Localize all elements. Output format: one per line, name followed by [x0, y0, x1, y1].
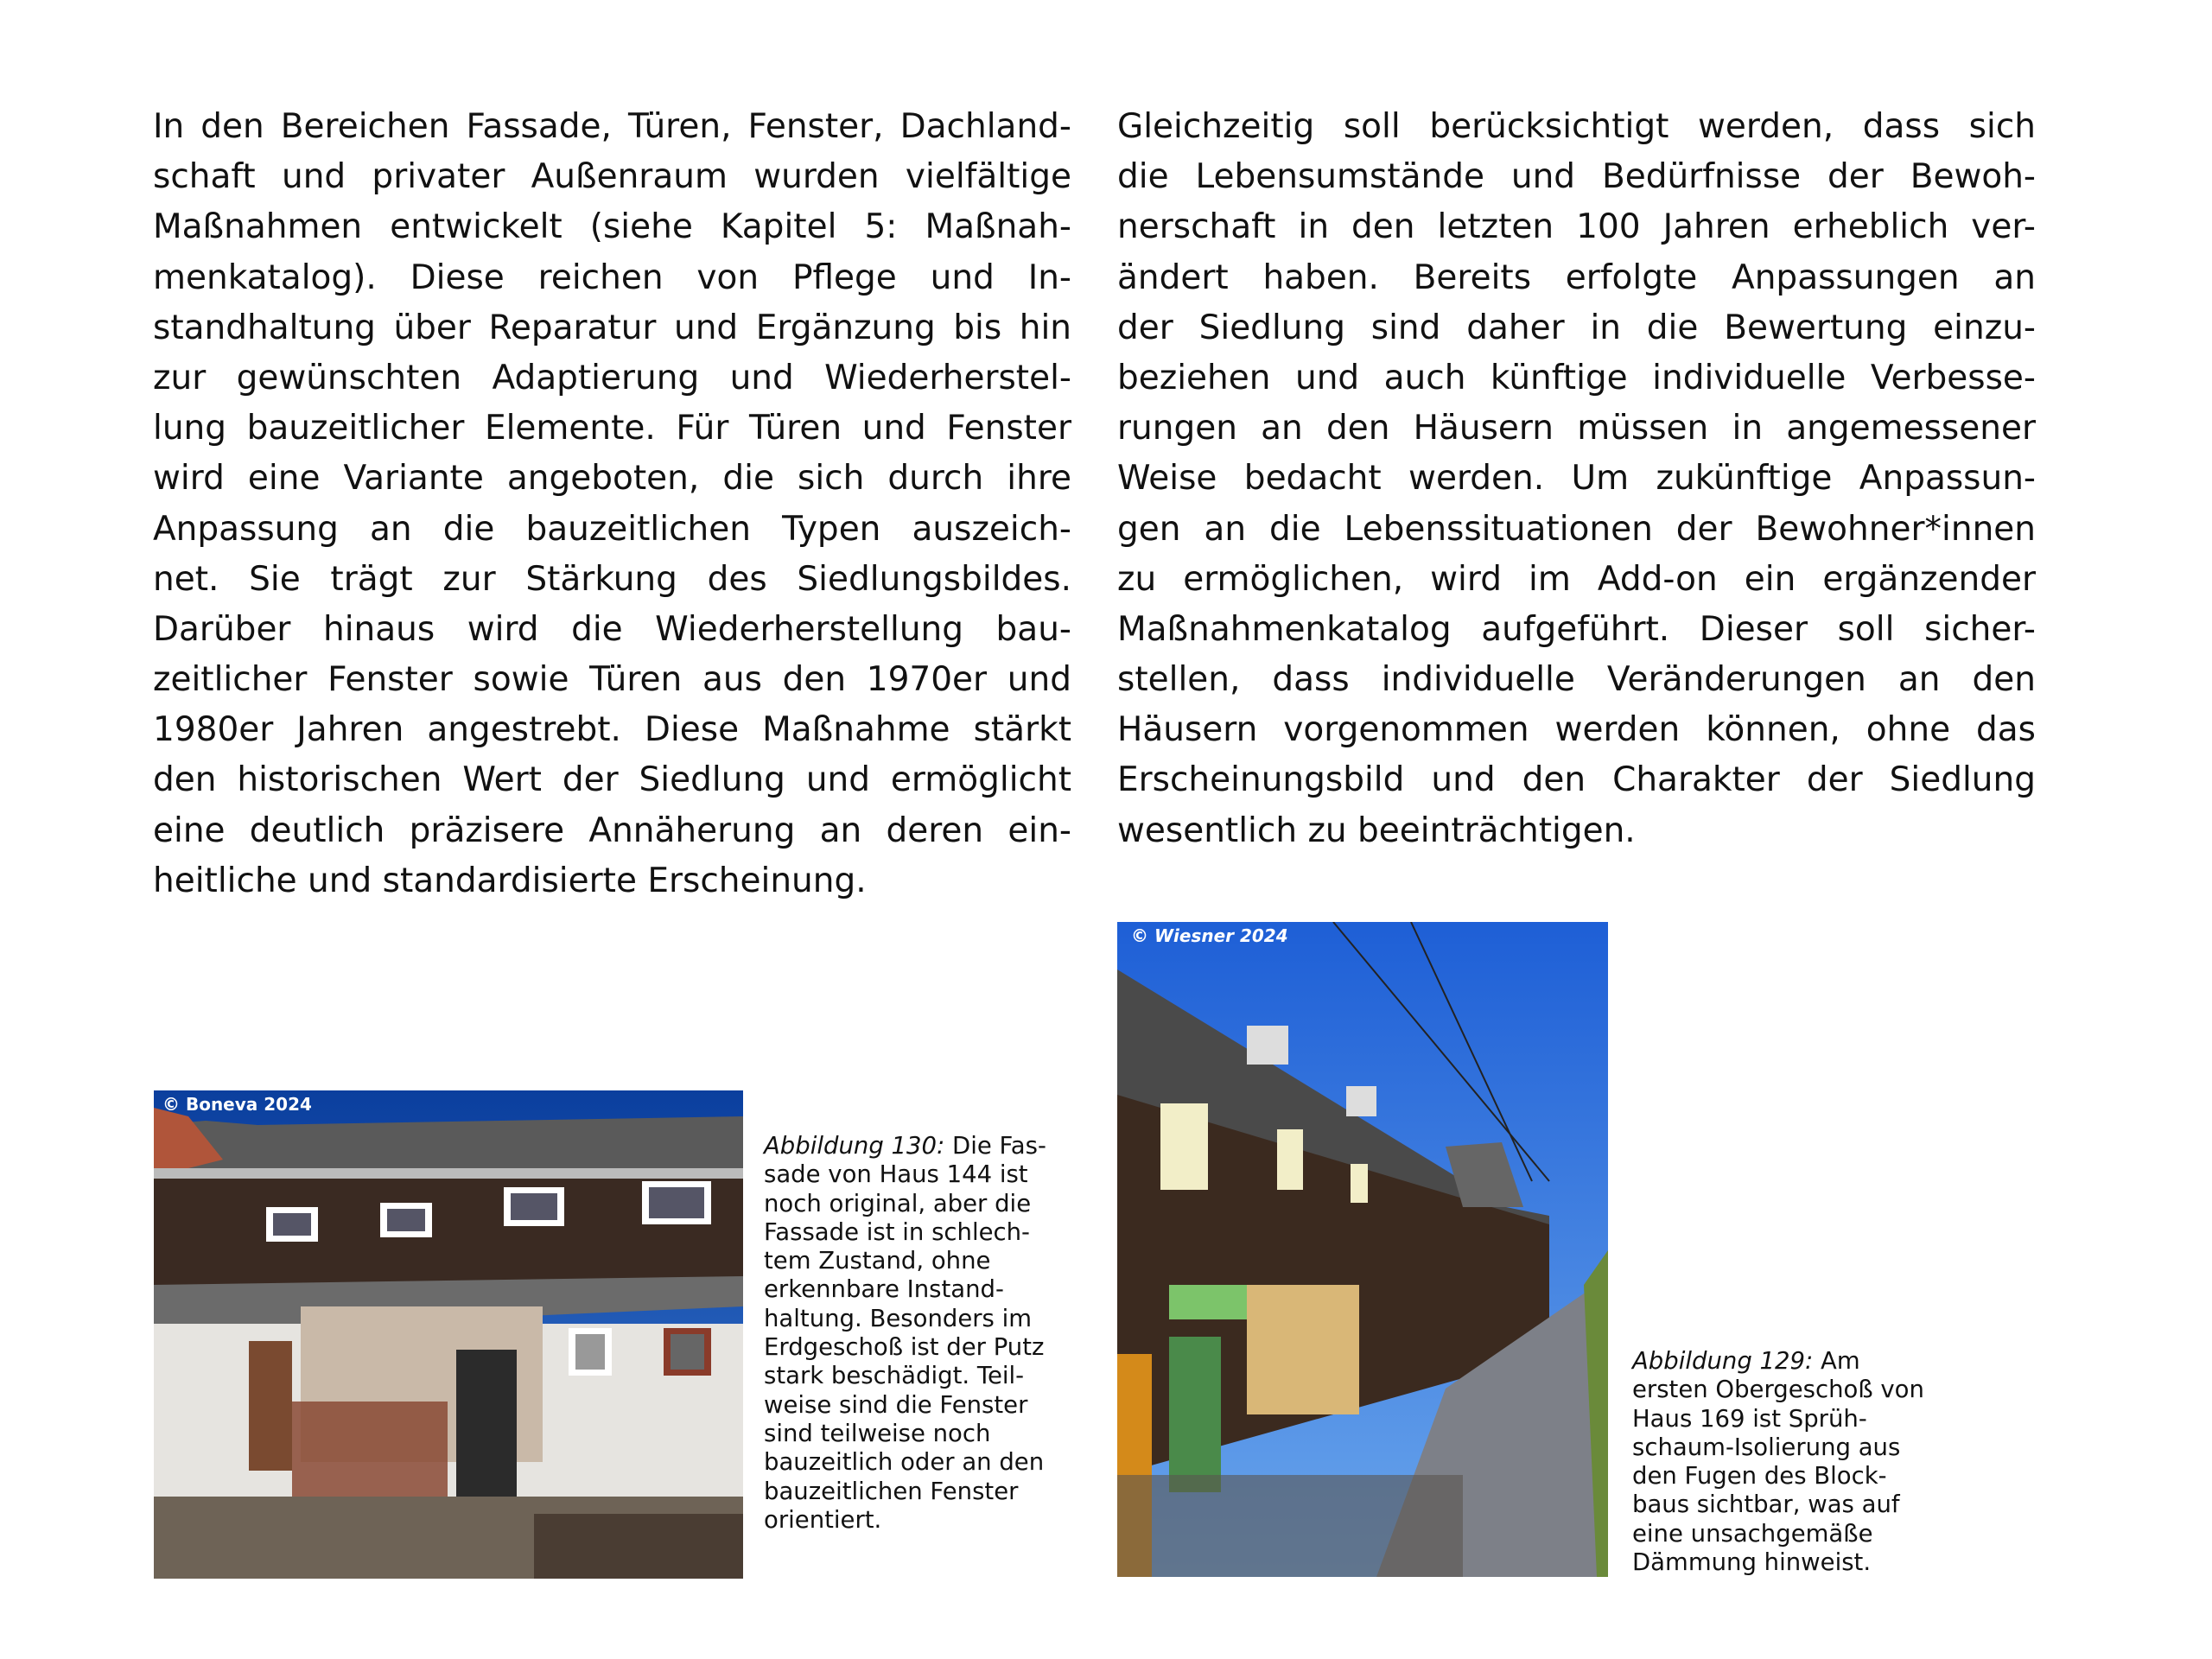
text-line: Darüber hinaus wird die Wiederherstellung bau-: [153, 609, 1071, 649]
caption-line: tem Zustand, ohne: [764, 1247, 991, 1275]
caption-line: sind teilweise noch: [764, 1419, 991, 1447]
text-line: zeitlicher Fenster sowie Türen aus den 1970er und: [153, 660, 1071, 700]
text-line: Maßnahmenkatalog aufgeführt. Dieser soll sicher-: [1117, 609, 2036, 649]
text-line: beziehen und auch künftige individuelle Verbesse-: [1117, 358, 2036, 397]
text-line: 1980er Jahren angestrebt. Diese Maßnahme stärkt: [153, 710, 1071, 750]
caption-line: stark beschädigt. Teil-: [764, 1362, 1025, 1390]
caption-line: [764, 1132, 1046, 1160]
caption-line: bauzeitlichen Fenster: [764, 1477, 1019, 1505]
photo-credit: © Boneva 2024: [162, 1094, 312, 1115]
text-line: Erscheinungsbild und den Charakter der Siedlung: [1117, 760, 2036, 800]
caption-line: Fassade ist in schlech-: [764, 1217, 1030, 1246]
text-line: eine deutlich präzisere Annäherung an deren ein-: [153, 810, 1071, 850]
figure-label: Abbildung 130:: [764, 1132, 945, 1160]
caption-line: erkennbare Instand-: [764, 1275, 1004, 1304]
caption-line: Haus 169 ist Sprüh-: [1632, 1404, 1867, 1433]
caption-line: Dämmung hinweist.: [1632, 1548, 1872, 1577]
caption-line: Erdgeschoß ist der Putz: [764, 1333, 1045, 1362]
caption-text: Die Fas-: [944, 1132, 1046, 1160]
text-line: heitliche und standardisierte Erscheinung.: [153, 861, 867, 900]
caption-line: weise sind die Fenster: [764, 1390, 1028, 1419]
body-text-right-column: [1117, 102, 2036, 856]
text-line: nerschaft in den letzten 100 Jahren erheblich ver-: [1117, 207, 2036, 247]
caption-line: den Fugen des Block-: [1632, 1462, 1887, 1491]
caption-line: orientiert.: [764, 1505, 882, 1534]
photo-credit: © Wiesner 2024: [1131, 925, 1288, 946]
figure-label: Abbildung 129:: [1632, 1347, 1814, 1375]
text-line: Maßnahmen entwickelt (siehe Kapitel 5: Maßnah-: [153, 207, 1071, 247]
caption-line: eine unsachgemäße: [1632, 1519, 1873, 1548]
text-line: Häusern vorgenommen werden können, ohne das: [1117, 710, 2036, 750]
text-line: lung bauzeitlicher Elemente. Für Türen und Fenster: [153, 409, 1071, 448]
caption-text: Am: [1813, 1347, 1860, 1375]
text-line: standhaltung über Reparatur und Ergänzung bis hin: [153, 308, 1071, 347]
text-line: wird eine Variante angeboten, die sich durch ihre: [153, 459, 1071, 499]
text-line: stellen, dass individuelle Veränderungen an den: [1117, 660, 2036, 700]
text-line: ändert haben. Bereits erfolgte Anpassungen an: [1117, 257, 2036, 297]
caption-line: ersten Obergeschoß von: [1632, 1376, 1924, 1404]
text-line: schaft und privater Außenraum wurden vielfältige: [153, 157, 1071, 197]
figure-129-caption: [1632, 1347, 1924, 1577]
text-line: Gleichzeitig soll berücksichtigt werden, dass sich: [1117, 107, 2036, 146]
text-line: Anpassung an die bauzeitlichen Typen auszeich-: [153, 509, 1071, 549]
text-line: zur gewünschten Adaptierung und Wiederherstel-: [153, 358, 1071, 397]
text-line: rungen an den Häusern müssen in angemessener: [1117, 409, 2036, 448]
text-line: wesentlich zu beeinträchtigen.: [1117, 810, 1636, 850]
caption-line: noch original, aber die: [764, 1189, 1032, 1217]
caption-line: bauzeitlich oder an den: [764, 1448, 1045, 1477]
caption-line: [1632, 1347, 1924, 1376]
text-line: den historischen Wert der Siedlung und ermöglicht: [153, 760, 1071, 800]
text-line: die Lebensumstände und Bedürfnisse der Bewoh-: [1117, 157, 2036, 197]
figure-130-caption: [764, 1132, 1046, 1535]
text-line: gen an die Lebenssituationen der Bewohner*innen: [1117, 509, 2036, 549]
caption-line: baus sichtbar, was auf: [1632, 1491, 1900, 1519]
text-line: In den Bereichen Fassade, Türen, Fenster, Dachland-: [153, 107, 1071, 146]
text-line: zu ermöglichen, wird im Add-on ein ergänzender: [1117, 559, 2036, 599]
text-line: net. Sie trägt zur Stärkung des Siedlungsbildes.: [153, 559, 1071, 599]
text-line: Weise bedacht werden. Um zukünftige Anpassun-: [1117, 459, 2036, 499]
text-line: der Siedlung sind daher in die Bewertung einzu-: [1117, 308, 2036, 347]
caption-line: sade von Haus 144 ist: [764, 1160, 1028, 1189]
caption-line: schaum-Isolierung aus: [1632, 1433, 1901, 1461]
photo-haus-169-lane: [1117, 922, 1608, 1577]
body-text-left-column: [153, 102, 1071, 906]
text-line: menkatalog). Diese reichen von Pflege und In-: [153, 257, 1071, 297]
caption-line: haltung. Besonders im: [764, 1304, 1033, 1332]
photo-haus-144-facade: [154, 1090, 743, 1579]
